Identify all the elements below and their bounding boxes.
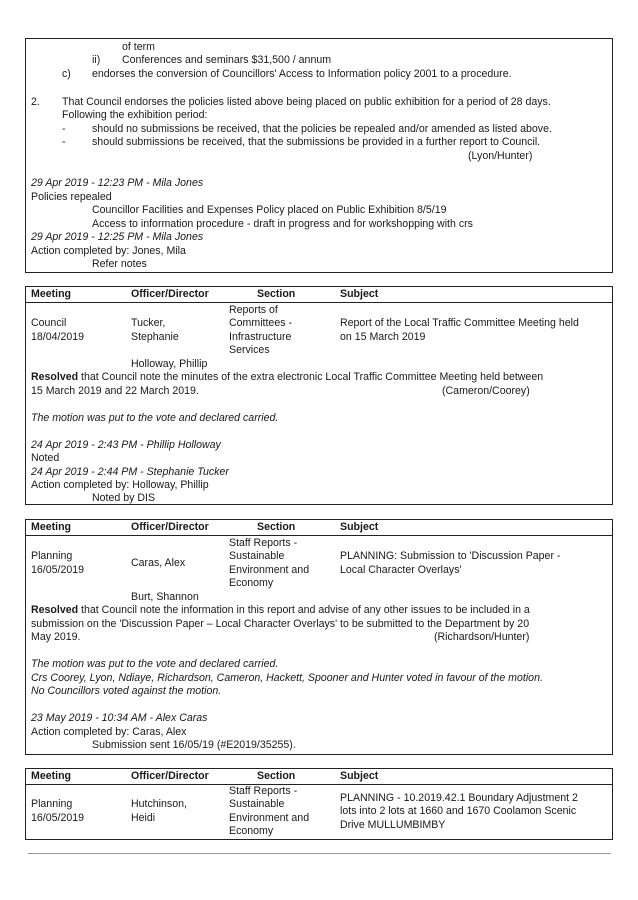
subject-cell: PLANNING - 10.2019.42.1 Boundary Adjustment 2 — [340, 792, 578, 804]
header-subject: Subject — [340, 521, 379, 533]
officer-cell: Caras, Alex — [131, 557, 186, 569]
section-cell: Services — [229, 344, 270, 356]
text-line: should no submissions be received, that the policies be repealed and/or amended as listed above. — [92, 123, 552, 135]
section-cell: Economy — [229, 825, 274, 837]
note-timestamp: 24 Apr 2019 - 2:44 PM - Stephanie Tucker — [31, 466, 229, 478]
header-officer: Officer/Director — [131, 770, 209, 782]
header-subject: Subject — [340, 770, 379, 782]
list-number: c) — [62, 68, 71, 80]
section-cell: Reports of — [229, 304, 278, 316]
meeting-cell: 16/05/2019 — [31, 812, 85, 824]
resolution-line: that Council note the information in this report and advise of any other issues to be included in a — [78, 604, 530, 616]
subject-cell: on 15 March 2019 — [340, 331, 426, 343]
section-cell: Environment and — [229, 812, 310, 824]
note-text: Noted — [31, 452, 60, 464]
resolution-continued-box — [25, 38, 613, 273]
movers: (Cameron/Coorey) — [442, 385, 530, 397]
vote-text: The motion was put to the vote and declared carried. — [31, 412, 279, 424]
vote-text: No Councillors voted against the motion. — [31, 685, 222, 697]
note-text: Refer notes — [92, 258, 147, 270]
section-cell: Staff Reports - — [229, 785, 298, 797]
meeting-cell: Planning — [31, 798, 73, 810]
meeting-cell: 18/04/2019 — [31, 331, 85, 343]
meeting-cell: Council — [31, 317, 67, 329]
meeting-cell: 16/05/2019 — [31, 564, 85, 576]
section-cell: Environment and — [229, 564, 310, 576]
text-line: Following the exhibition period: — [62, 109, 208, 121]
resolved-label: Resolved — [31, 604, 79, 616]
vote-text: Crs Coorey, Lyon, Ndiaye, Richardson, Cameron, Hackett, Spooner and Hunter voted in favour of the motion. — [31, 672, 543, 684]
text-line: That Council endorses the policies listed above being placed on public exhibition for a period of 28 days. — [62, 96, 551, 108]
note-text: Access to information procedure - draft in progress and for workshopping with crs — [92, 218, 473, 230]
header-officer: Officer/Director — [131, 521, 209, 533]
movers: (Lyon/Hunter) — [468, 150, 533, 162]
officer-cell: Stephanie — [131, 331, 179, 343]
director-cell: Holloway, Phillip — [131, 358, 208, 370]
header-subject: Subject — [340, 288, 379, 300]
resolution-line: that Council note the minutes of the extra electronic Local Traffic Committee Meeting held between — [78, 371, 544, 383]
note-text: Action completed by: Caras, Alex — [31, 726, 187, 738]
section-cell: Committees - — [229, 317, 292, 329]
resolution-line: May 2019. — [31, 631, 81, 643]
footer-divider — [28, 853, 611, 854]
note-text: Noted by DIS — [92, 492, 156, 504]
header-officer: Officer/Director — [131, 288, 209, 300]
text-line: of term — [122, 41, 155, 53]
text-line: should submissions be received, that the submissions be provided in a further report to Council. — [92, 136, 541, 148]
resolution-line: 15 March 2019 and 22 March 2019. — [31, 385, 199, 397]
note-timestamp: 24 Apr 2019 - 2:43 PM - Phillip Holloway — [31, 439, 221, 451]
section-cell: Sustainable — [229, 550, 285, 562]
officer-cell: Heidi — [131, 812, 156, 824]
note-timestamp: 29 Apr 2019 - 12:25 PM - Mila Jones — [31, 231, 204, 243]
section-cell: Sustainable — [229, 798, 285, 810]
header-meeting: Meeting — [31, 521, 72, 533]
officer-cell: Tucker, — [131, 317, 166, 329]
header-meeting: Meeting — [31, 770, 72, 782]
list-number: 2. — [31, 96, 40, 108]
list-number: ii) — [92, 54, 101, 66]
resolution-box-boundary-adjustment — [25, 768, 613, 840]
subject-cell: Report of the Local Traffic Committee Meeting held — [340, 317, 579, 329]
section-cell: Staff Reports - — [229, 537, 298, 549]
section-cell: Infrastructure — [229, 331, 292, 343]
vote-text: The motion was put to the vote and declared carried. — [31, 658, 279, 670]
subject-cell: lots into 2 lots at 1660 and 1670 Coolamon Scenic — [340, 805, 577, 817]
header-section: Section — [257, 521, 296, 533]
movers: (Richardson/Hunter) — [434, 631, 530, 643]
bullet-dash: - — [62, 136, 66, 148]
header-section: Section — [257, 288, 296, 300]
table-header — [26, 287, 612, 303]
subject-cell: PLANNING: Submission to 'Discussion Paper - — [340, 550, 561, 562]
resolution-box-discussion-paper — [25, 519, 613, 755]
director-cell: Burt, Shannon — [131, 591, 199, 603]
note-text: Action completed by: Jones, Mila — [31, 245, 186, 257]
table-header — [26, 520, 612, 536]
resolution-text — [31, 371, 543, 385]
subject-cell: Local Character Overlays' — [340, 564, 462, 576]
officer-cell: Hutchinson, — [131, 798, 187, 810]
header-meeting: Meeting — [31, 288, 72, 300]
subject-cell: Drive MULLUMBIMBY — [340, 819, 446, 831]
text-line: Conferences and seminars $31,500 / annum — [122, 54, 332, 66]
text-line: endorses the conversion of Councillors' Access to Information policy 2001 to a procedure. — [92, 68, 512, 80]
resolution-line: submission on the 'Discussion Paper – Local Character Overlays' to be submitted to the Department by 20 — [31, 618, 530, 630]
note-text: Submission sent 16/05/19 (#E2019/35255). — [92, 739, 296, 751]
note-text: Councillor Facilities and Expenses Policy placed on Public Exhibition 8/5/19 — [92, 204, 447, 216]
resolved-label: Resolved — [31, 371, 79, 383]
note-timestamp: 23 May 2019 - 10:34 AM - Alex Caras — [31, 712, 208, 724]
resolution-text — [31, 604, 530, 618]
section-cell: Economy — [229, 577, 274, 589]
meeting-cell: Planning — [31, 550, 73, 562]
note-timestamp: 29 Apr 2019 - 12:23 PM - Mila Jones — [31, 177, 204, 189]
note-text: Action completed by: Holloway, Phillip — [31, 479, 209, 491]
table-header — [26, 769, 612, 785]
note-text: Policies repealed — [31, 191, 112, 203]
resolution-box-traffic — [25, 286, 613, 505]
bullet-dash: - — [62, 123, 66, 135]
header-section: Section — [257, 770, 296, 782]
